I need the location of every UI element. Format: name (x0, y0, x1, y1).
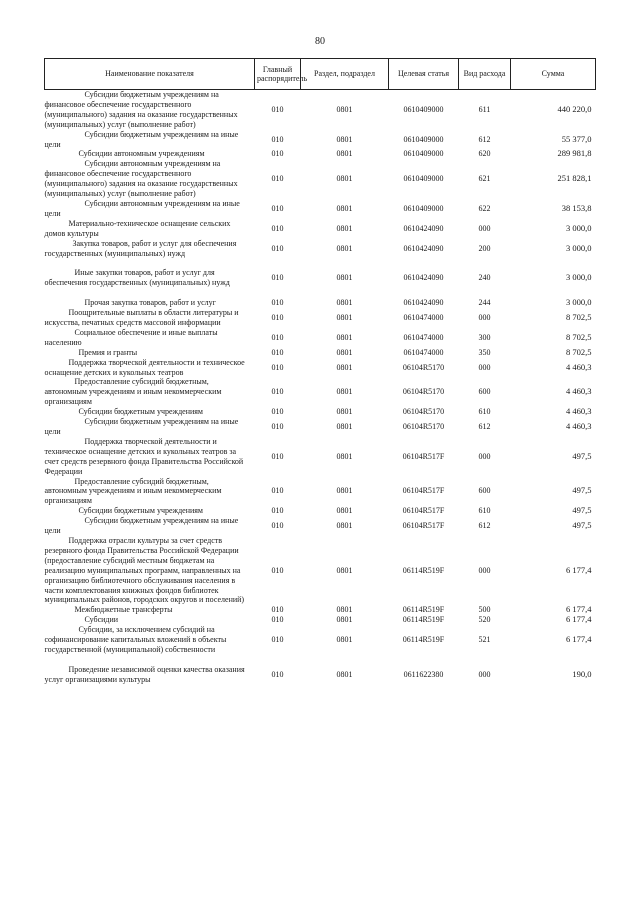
table-row (45, 199, 596, 219)
row-name: Предоставление субсидий бюджетным, автономным учреждениям и иным некоммерческим организациям (44, 476, 222, 506)
row-target: 0610409000 (403, 149, 444, 159)
row-sum: 6 177,4 (566, 614, 592, 625)
row-target: 06114R519F (402, 565, 445, 575)
row-section: 0801 (336, 332, 353, 342)
row-sum: 6 177,4 (566, 564, 592, 575)
row-target: 06104R5170 (402, 422, 445, 432)
row-sum: 251 828,1 (557, 173, 592, 184)
table-row (45, 377, 596, 407)
table-row (45, 437, 596, 477)
row-main-manager: 010 (271, 422, 284, 432)
row-sum: 8 702,5 (566, 331, 592, 342)
table-row (45, 130, 596, 150)
row-sum: 55 377,0 (561, 133, 592, 144)
row-section: 0801 (336, 565, 353, 575)
row-target: 0610474000 (403, 313, 444, 323)
row-sum: 6 177,4 (566, 604, 592, 615)
row-target: 06104R5170 (402, 387, 445, 397)
column-header-target: Целевая статья (389, 59, 459, 90)
row-main-manager: 010 (271, 506, 284, 516)
row-target: 06114R519F (402, 635, 445, 645)
row-main-manager: 010 (271, 387, 284, 397)
row-name: Субсидии бюджетным учреждениям на иные цели (44, 417, 239, 436)
row-section: 0801 (336, 407, 353, 417)
row-section: 0801 (336, 451, 353, 461)
table-row (45, 258, 596, 288)
table-row (45, 536, 596, 605)
row-target: 06104R517F (402, 521, 445, 531)
row-section: 0801 (336, 486, 353, 496)
column-header-main-manager: Главный распорядитель (255, 59, 301, 90)
row-target: 06104R517F (402, 486, 445, 496)
row-name: Предоставление субсидий бюджетным, автономным учреждениям и иным некоммерческим организациям (44, 377, 222, 407)
row-name: Субсидии автономным учреждениям на иные цели (44, 198, 240, 218)
row-name: Поддержка отрасли культуры за счет средств резервного фонда Правительства Российской Федерации (предоставление субсидий местным бюджетам на реализацию муниципальных программ, направленных на организацию библиотечного обслуживания населения в части комплектования книжных фондов библиотек муниципальных районов, городских округов и поселений) (44, 535, 245, 605)
row-target: 0610409000 (403, 104, 444, 114)
row-target: 0610424090 (403, 298, 444, 308)
budget-table-container (44, 58, 595, 685)
row-expense-type: 621 (478, 174, 491, 184)
row-main-manager: 010 (271, 298, 284, 308)
row-section: 0801 (336, 506, 353, 516)
row-expense-type: 620 (478, 149, 491, 159)
table-row (45, 90, 596, 130)
row-expense-type: 610 (478, 506, 491, 516)
row-sum: 497,5 (572, 450, 592, 461)
row-section: 0801 (336, 313, 353, 323)
table-row (45, 625, 596, 655)
row-section: 0801 (336, 149, 353, 159)
row-expense-type: 240 (478, 273, 491, 283)
row-sum: 190,0 (572, 668, 592, 679)
row-target: 0610409000 (403, 174, 444, 184)
row-target: 0610474000 (403, 347, 444, 357)
table-row (45, 328, 596, 348)
table-row (45, 655, 596, 685)
row-expense-type: 244 (478, 298, 491, 308)
row-target: 0610424090 (403, 243, 444, 253)
row-expense-type: 000 (478, 362, 491, 372)
row-expense-type: 600 (478, 387, 491, 397)
row-expense-type: 350 (478, 347, 491, 357)
table-row (45, 308, 596, 328)
row-sum: 3 000,0 (566, 242, 592, 253)
row-sum: 289 981,8 (557, 148, 592, 159)
row-main-manager: 010 (271, 669, 284, 679)
row-sum: 4 460,3 (566, 406, 592, 417)
table-header-row (45, 59, 596, 90)
row-main-manager: 010 (271, 486, 284, 496)
row-name: Закупка товаров, работ и услуг для обеспечения государственных (муниципальных) нужд (44, 238, 237, 258)
row-section: 0801 (336, 174, 353, 184)
row-sum: 3 000,0 (566, 222, 592, 233)
row-target: 06104R5170 (402, 407, 445, 417)
row-name: Субсидии бюджетным учреждениям на финансовое обеспечение государственного (муниципального) задания на оказание государственных (муниципальных) услуг (выполнение работ) (44, 90, 238, 129)
row-main-manager: 010 (271, 273, 284, 283)
row-name: Межбюджетные трансферты (74, 605, 173, 615)
row-section: 0801 (336, 669, 353, 679)
table-row (45, 149, 596, 159)
row-main-manager: 010 (271, 635, 284, 645)
row-main-manager: 010 (271, 243, 284, 253)
row-expense-type: 000 (478, 223, 491, 233)
row-sum: 497,5 (572, 505, 592, 516)
row-main-manager: 010 (271, 174, 284, 184)
table-row (45, 506, 596, 516)
row-name: Субсидии бюджетным учреждениям (78, 407, 203, 417)
row-name: Премия и гранты (78, 347, 138, 357)
row-expense-type: 612 (478, 134, 491, 144)
row-expense-type: 520 (478, 615, 491, 625)
row-target: 0610424090 (403, 273, 444, 283)
table-row (45, 219, 596, 239)
row-name: Социальное обеспечение и иные выплаты населению (44, 327, 218, 347)
row-target: 0610409000 (403, 203, 444, 213)
row-name: Поддержка творческой деятельности и техническое оснащение детских и кукольных театров за счет средств резервного фонда Правительства Российской Федерации (44, 436, 244, 476)
row-sum: 8 702,5 (566, 312, 592, 323)
row-target: 0610409000 (403, 134, 444, 144)
row-target: 06114R519F (402, 605, 445, 615)
row-sum: 3 000,0 (566, 297, 592, 308)
row-section: 0801 (336, 615, 353, 625)
column-header-name: Наименование показателя (45, 59, 255, 90)
row-sum: 4 460,3 (566, 386, 592, 397)
row-expense-type: 000 (478, 669, 491, 679)
row-section: 0801 (336, 347, 353, 357)
row-expense-type: 610 (478, 407, 491, 417)
table-row (45, 358, 596, 378)
row-main-manager: 010 (271, 134, 284, 144)
row-section: 0801 (336, 273, 353, 283)
row-section: 0801 (336, 243, 353, 253)
row-sum: 4 460,3 (566, 421, 592, 432)
row-main-manager: 010 (271, 407, 284, 417)
row-section: 0801 (336, 134, 353, 144)
table-row (45, 477, 596, 507)
row-target: 06104R517F (402, 506, 445, 516)
row-name: Прочая закупка товаров, работ и услуг (84, 298, 216, 308)
row-main-manager: 010 (271, 223, 284, 233)
row-expense-type: 600 (478, 486, 491, 496)
row-target: 0610424090 (403, 223, 444, 233)
row-expense-type: 000 (478, 565, 491, 575)
row-expense-type: 200 (478, 243, 491, 253)
page-number: 80 (315, 36, 325, 47)
row-section: 0801 (336, 362, 353, 372)
row-target: 06114R519F (402, 615, 445, 625)
row-name: Иные закупки товаров, работ и услуг для обеспечения государственных (муниципальных) нужд (44, 268, 230, 288)
row-main-manager: 010 (271, 451, 284, 461)
row-name: Материально-техническое оснащение сельских домов культуры (44, 218, 231, 238)
row-section: 0801 (336, 387, 353, 397)
row-main-manager: 010 (271, 313, 284, 323)
column-header-section: Раздел, подраздел (301, 59, 389, 90)
row-main-manager: 010 (271, 149, 284, 159)
column-header-sum: Сумма (511, 59, 596, 90)
row-expense-type: 300 (478, 332, 491, 342)
row-expense-type: 612 (478, 422, 491, 432)
row-section: 0801 (336, 521, 353, 531)
row-name: Субсидии, за исключением субсидий на софинансирование капитальных вложений в объекты государственной (муниципальной) собственности (44, 625, 227, 654)
column-header-expense-type: Вид расхода (459, 59, 511, 90)
row-section: 0801 (336, 298, 353, 308)
row-name: Поддержка творческой деятельности и техническое оснащение детских и кукольных театров (44, 357, 245, 377)
table-row (45, 615, 596, 625)
row-expense-type: 521 (478, 635, 491, 645)
row-sum: 497,5 (572, 520, 592, 531)
row-main-manager: 010 (271, 332, 284, 342)
row-sum: 38 153,8 (561, 202, 592, 213)
row-expense-type: 611 (478, 104, 491, 114)
row-expense-type: 612 (478, 521, 491, 531)
row-name: Субсидии бюджетным учреждениям на иные цели (44, 516, 239, 536)
row-main-manager: 010 (271, 362, 284, 372)
row-main-manager: 010 (271, 605, 284, 615)
row-expense-type: 500 (478, 605, 491, 615)
row-section: 0801 (336, 422, 353, 432)
row-expense-type: 000 (478, 313, 491, 323)
row-main-manager: 010 (271, 347, 284, 357)
row-target: 06104R517F (402, 451, 445, 461)
table-row (45, 605, 596, 615)
row-name: Субсидии автономным учреждениям на финансовое обеспечение государственного (муниципального) задания на оказание государственных (муниципальных) услуг (выполнение работ) (44, 159, 238, 199)
row-expense-type: 622 (478, 203, 491, 213)
table-row (45, 516, 596, 536)
row-section: 0801 (336, 635, 353, 645)
row-target: 0611622380 (403, 669, 444, 679)
row-expense-type: 000 (478, 451, 491, 461)
table-row (45, 239, 596, 259)
row-main-manager: 010 (271, 565, 284, 575)
row-target: 0610474000 (403, 332, 444, 342)
row-section: 0801 (336, 104, 353, 114)
table-row (45, 159, 596, 199)
row-sum: 8 702,5 (566, 346, 592, 357)
row-name: Субсидии бюджетным учреждениям (78, 506, 203, 516)
row-name: Субсидии бюджетным учреждениям на иные цели (44, 129, 239, 149)
row-section: 0801 (336, 223, 353, 233)
row-section: 0801 (336, 203, 353, 213)
row-sum: 4 460,3 (566, 361, 592, 372)
row-main-manager: 010 (271, 615, 284, 625)
row-sum: 6 177,4 (566, 634, 592, 645)
table-row (45, 348, 596, 358)
row-section: 0801 (336, 605, 353, 615)
row-main-manager: 010 (271, 203, 284, 213)
row-name: Субсидии автономным учреждениям (78, 149, 205, 159)
row-target: 06104R5170 (402, 362, 445, 372)
row-sum: 3 000,0 (566, 272, 592, 283)
row-name: Проведение независимой оценки качества оказания услуг организациями культуры (44, 664, 245, 684)
row-sum: 497,5 (572, 485, 592, 496)
row-main-manager: 010 (271, 521, 284, 531)
table-row (45, 288, 596, 308)
row-name: Поощрительные выплаты в области литературы и искусства, печатных средств массовой информации (44, 308, 239, 328)
row-name: Субсидии (84, 615, 119, 625)
row-main-manager: 010 (271, 104, 284, 114)
row-sum: 440 220,0 (557, 103, 592, 114)
table-row (45, 407, 596, 417)
table-row (45, 417, 596, 437)
budget-table (44, 58, 596, 685)
